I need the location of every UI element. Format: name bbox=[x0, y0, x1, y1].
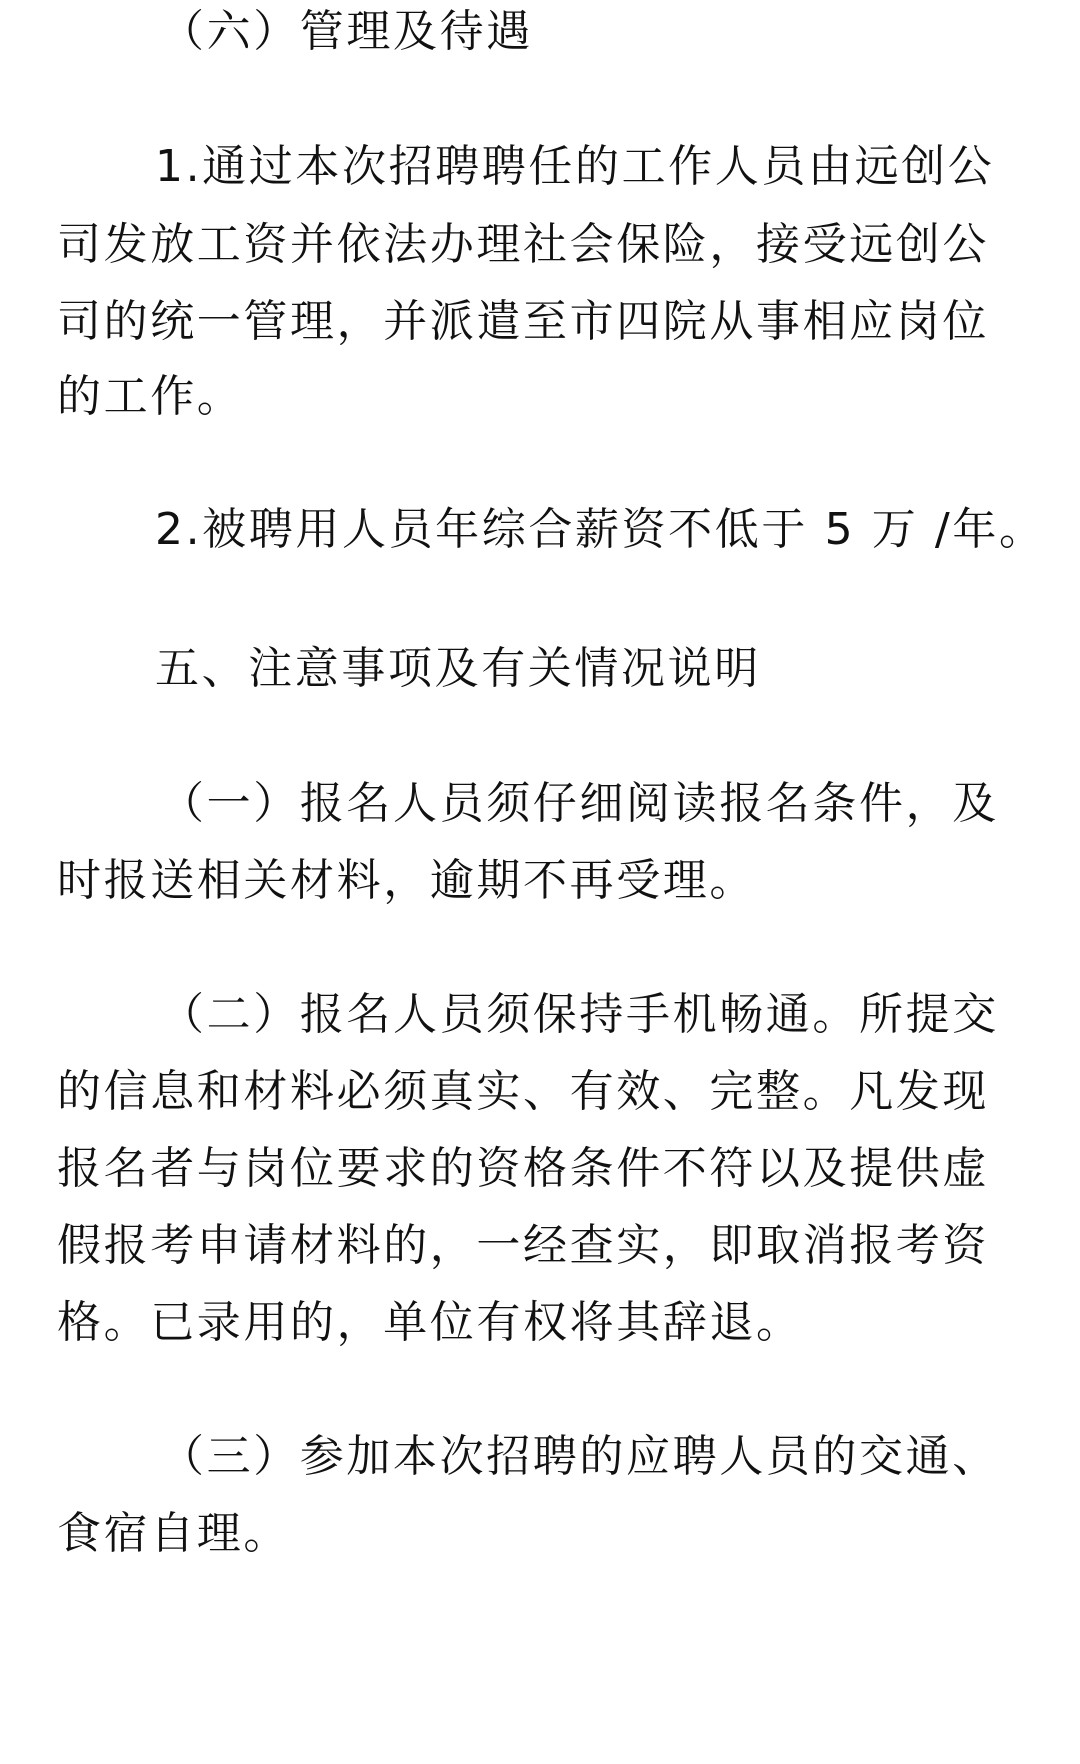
section-heading-notes: 五、注意事项及有关情况说明 bbox=[155, 643, 761, 694]
note-2-line-1: （二）报名人员须保持手机畅通。所提交 bbox=[160, 989, 999, 1040]
note-2-line-3: 报名者与岗位要求的资格条件不符以及提供虚 bbox=[57, 1143, 989, 1194]
note-3-line-1: （三）参加本次招聘的应聘人员的交通、 bbox=[160, 1431, 999, 1482]
note-2-line-2: 的信息和材料必须真实、有效、完整。凡发现 bbox=[57, 1066, 989, 1117]
note-2-line-5: 格。已录用的，单位有权将其辞退。 bbox=[57, 1297, 803, 1348]
paragraph-employment-line-4: 的工作。 bbox=[57, 371, 244, 422]
note-1-line-2: 时报送相关材料，逾期不再受理。 bbox=[57, 855, 756, 906]
note-1-line-1: （一）报名人员须仔细阅读报名条件，及 bbox=[160, 778, 999, 829]
section-heading-management-and-benefits: （六）管理及待遇 bbox=[160, 6, 533, 57]
paragraph-employment-line-2: 司发放工资并依法办理社会保险，接受远创公 bbox=[57, 219, 989, 270]
note-2-line-4: 假报考申请材料的，一经查实，即取消报考资 bbox=[57, 1220, 989, 1271]
paragraph-salary: 2.被聘用人员年综合薪资不低于 5 万 /年。 bbox=[155, 504, 1046, 555]
note-3-line-2: 食宿自理。 bbox=[57, 1508, 290, 1559]
paragraph-employment-line-1: 1.通过本次招聘聘任的工作人员由远创公 bbox=[155, 141, 995, 192]
paragraph-employment-line-3: 司的统一管理，并派遣至市四院从事相应岗位 bbox=[57, 296, 989, 347]
